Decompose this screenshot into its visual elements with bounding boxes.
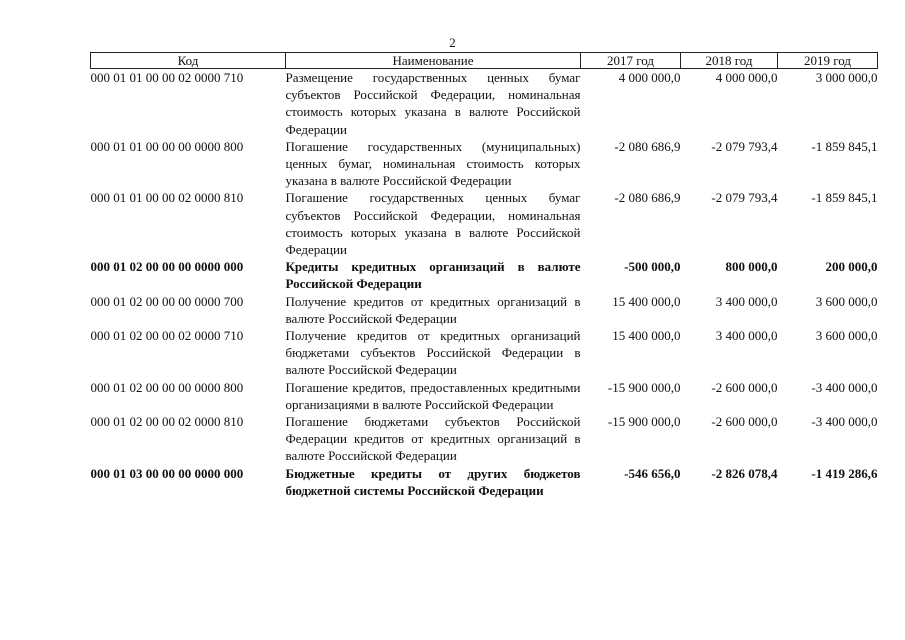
row-code: 000 01 02 00 00 00 0000 800 (90, 379, 244, 395)
header-2019: 2019 год (778, 53, 878, 69)
table-row (91, 69, 878, 138)
row-name: Бюджетные кредиты от других бюджетов бюджетной системы Российской Федерации (285, 465, 581, 498)
row-value-2018: 3 400 000,0 (715, 328, 778, 344)
table-row (91, 138, 878, 190)
row-name: Погашение государственных (муниципальных) ценных бумаг, номинальная стоимость которых указана в валюте Российской Федерации (285, 138, 581, 189)
row-value-2017: -15 900 000,0 (607, 414, 681, 430)
row-code: 000 01 02 00 00 02 0000 810 (90, 414, 244, 430)
header-2017: 2017 год (581, 53, 681, 69)
row-code: 000 01 02 00 00 00 0000 000 (90, 259, 244, 275)
table-row (91, 327, 878, 379)
row-value-2018: -2 826 078,4 (711, 465, 778, 481)
row-value-2018: -2 600 000,0 (711, 379, 778, 395)
page-number: 2 (449, 35, 456, 50)
row-value-2019: 200 000,0 (825, 259, 878, 275)
row-value-2018: 800 000,0 (725, 259, 778, 275)
row-name: Погашение кредитов, предоставленных кредитными организациями в валюте Российской Федерации (285, 379, 581, 412)
table-header-row (91, 53, 878, 69)
row-value-2018: -2 079 793,4 (711, 190, 778, 206)
row-value-2017: -2 080 686,9 (614, 190, 681, 206)
row-value-2019: 3 600 000,0 (815, 328, 878, 344)
row-code: 000 01 02 00 00 02 0000 710 (90, 328, 244, 344)
row-value-2019: -1 419 286,6 (811, 465, 878, 481)
row-name: Кредиты кредитных организаций в валюте Российской Федерации (285, 259, 581, 292)
header-code: Код (91, 53, 286, 69)
row-value-2018: -2 079 793,4 (711, 138, 778, 154)
row-value-2017: -15 900 000,0 (607, 379, 681, 395)
header-name: Наименование (286, 53, 581, 69)
row-value-2019: 3 600 000,0 (815, 293, 878, 309)
row-value-2019: 3 000 000,0 (815, 70, 878, 85)
row-name: Размещение государственных ценных бумаг субъектов Российской Федерации, номинальная стоимость которых указана в валюте Российской Федерации (285, 70, 581, 137)
row-value-2017: -546 656,0 (624, 465, 681, 481)
row-value-2018: -2 600 000,0 (711, 414, 778, 430)
row-code: 000 01 01 00 00 02 0000 710 (90, 70, 244, 85)
row-value-2017: 15 400 000,0 (612, 293, 681, 309)
row-code: 000 01 03 00 00 00 0000 000 (90, 465, 244, 481)
table-row (91, 379, 878, 413)
row-value-2019: -3 400 000,0 (811, 379, 878, 395)
budget-table (90, 52, 878, 499)
row-value-2018: 4 000 000,0 (715, 70, 778, 85)
table-row (91, 189, 878, 258)
row-name: Получение кредитов от кредитных организаций в валюте Российской Федерации (285, 293, 581, 326)
table-row (91, 465, 878, 499)
table-row (91, 413, 878, 465)
row-code: 000 01 01 00 00 00 0000 800 (90, 138, 244, 154)
row-value-2019: -1 859 845,1 (811, 138, 878, 154)
table-row (91, 293, 878, 327)
row-value-2019: -1 859 845,1 (811, 190, 878, 206)
row-name: Получение кредитов от кредитных организаций бюджетами субъектов Российской Федерации в валюте Российской Федерации (285, 328, 581, 378)
table-row (91, 258, 878, 292)
row-value-2018: 3 400 000,0 (715, 293, 778, 309)
row-name: Погашение государственных ценных бумаг субъектов Российской Федерации, номинальная стоимость которых указана в валюте Российской Федерации (285, 190, 581, 258)
row-value-2017: 15 400 000,0 (612, 328, 681, 344)
row-value-2019: -3 400 000,0 (811, 414, 878, 430)
row-value-2017: -2 080 686,9 (614, 138, 681, 154)
row-code: 000 01 01 00 00 02 0000 810 (90, 190, 244, 206)
row-code: 000 01 02 00 00 00 0000 700 (90, 293, 244, 309)
header-2018: 2018 год (681, 53, 778, 69)
row-name: Погашение бюджетами субъектов Российской Федерации кредитов от кредитных организаций в валюте Российской Федерации (285, 414, 581, 464)
row-value-2017: 4 000 000,0 (618, 70, 681, 85)
row-value-2017: -500 000,0 (624, 259, 681, 275)
